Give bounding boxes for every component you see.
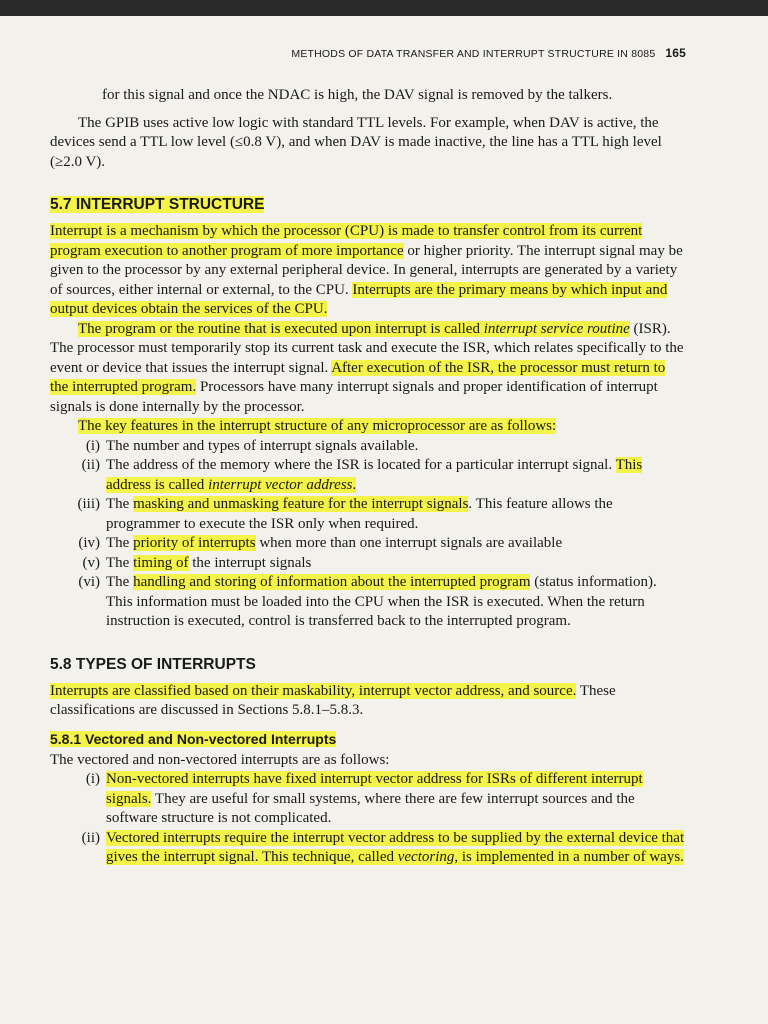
text-run: (ISR). The processor must temporarily stop its current task and execute the ISR, which relates specifically to the event or device that issues the interrupt signal.	[50, 320, 684, 376]
list-text	[106, 829, 686, 868]
paragraph	[50, 320, 686, 418]
list-number: (i)	[85, 771, 100, 787]
running-header	[0, 46, 686, 60]
list-number: (v)	[82, 554, 100, 571]
highlighted-text	[106, 830, 684, 866]
paragraph: for this signal and once the NDAC is high, the DAV signal is removed by the talkers.	[102, 87, 613, 103]
running-title: METHODS OF DATA TRANSFER AND INTERRUPT STRUCTURE IN 8085	[291, 48, 656, 60]
list-number: (ii)	[81, 829, 100, 846]
list-text	[106, 554, 686, 574]
text-run: .	[352, 476, 357, 493]
paragraph	[50, 682, 686, 721]
photo-edge	[0, 0, 768, 16]
list-text	[106, 495, 686, 534]
feature-list	[50, 437, 686, 632]
text-run: (status information). This information must be loaded into the CPU when the ISR is executed. When the return instruction is executed, control is transferred back to the interrupted program.	[106, 574, 657, 629]
list-item	[50, 770, 686, 829]
page-body	[50, 86, 686, 868]
list-text: The number and types of interrupt signals available.	[106, 437, 419, 454]
list-number: (vi)	[78, 574, 100, 590]
section-heading: 5.8 TYPES OF INTERRUPTS	[50, 655, 256, 673]
italic-term: vectoring	[397, 849, 455, 865]
paragraph: The vectored and non-vectored interrupts are as follows:	[50, 751, 390, 768]
list-number: (ii)	[81, 457, 100, 473]
list-item	[50, 437, 686, 457]
text-run: The	[106, 574, 134, 590]
italic-term: interrupt vector address	[208, 476, 353, 493]
highlighted-text: 5.8.1 Vectored and Non-vectored Interrupts	[50, 730, 337, 747]
list-item	[50, 573, 686, 632]
text-run: They are useful for small systems, where there are few interrupt sources and the software structure is not complicated.	[106, 790, 635, 826]
text-run: The	[106, 535, 134, 551]
text-run: The address of the memory where the ISR is located for a particular interrupt signal.	[106, 457, 616, 473]
list-text	[106, 573, 686, 632]
text-run: Processors have many interrupt signals and proper identification of interrupt signals is done internally by the processor.	[50, 379, 658, 415]
text-run: The program or the routine that is executed upon interrupt is called	[78, 320, 484, 337]
list-text	[106, 534, 686, 554]
list-text	[106, 770, 686, 829]
list-item	[50, 829, 686, 868]
highlighted-text: Interrupts are classified based on their maskability, interrupt vector address, and source.	[50, 682, 577, 699]
section-heading	[50, 194, 686, 216]
text-run: or higher priority. The interrupt signal may be given to the processor by any external peripheral device. In general, interrupts are generated by a variety of sources, either internal or external, to the CPU.	[50, 242, 683, 298]
highlighted-text: priority of interrupts	[133, 535, 256, 551]
list-number: (iii)	[77, 496, 100, 512]
list-item	[50, 495, 686, 534]
text-run: , is implemented in a number of ways.	[454, 849, 684, 865]
interrupt-types-list	[50, 770, 686, 868]
highlighted-text: masking and unmasking feature for the interrupt signals	[133, 496, 469, 512]
paragraph	[50, 222, 686, 320]
list-number: (iv)	[78, 535, 100, 551]
highlighted-text: Interrupt is a mechanism by which the processor (CPU) is made to transfer control from its current program execution to another program of more importance	[50, 223, 643, 259]
highlighted-text: handling and storing of information about the interrupted program	[133, 574, 531, 590]
highlighted-text: Non-vectored interrupts have fixed interrupt vector address for ISRs of different interrupt signals.	[106, 771, 643, 807]
highlighted-text: After execution of the ISR, the processor must return to the interrupted program.	[50, 359, 666, 395]
highlighted-text: 5.7 INTERRUPT STRUCTURE	[50, 196, 265, 213]
text-run: the interrupt signals	[188, 554, 312, 571]
highlighted-text: timing of	[133, 554, 189, 571]
italic-term: interrupt service routine	[483, 320, 630, 337]
paragraph	[50, 417, 686, 437]
highlighted-text: The key features in the interrupt structure of any microprocessor are as follows:	[78, 418, 557, 434]
text-run: This address is called	[106, 457, 643, 493]
text-run: The	[106, 496, 134, 512]
page-number: 165	[665, 46, 686, 60]
highlighted-text	[78, 321, 630, 337]
list-text	[106, 456, 686, 495]
text-run: These classifications are discussed in Sections 5.8.1–5.8.3.	[50, 682, 616, 718]
text-run: . This feature allows the programmer to execute the ISR only when required.	[106, 496, 613, 532]
list-item	[50, 456, 686, 495]
text-run: when more than one interrupt signals are available	[255, 535, 563, 551]
text-run: Vectored interrupts require the interrupt vector address to be supplied by the external device that gives the interrupt signal. This technique, called	[106, 829, 685, 865]
list-number: (i)	[85, 437, 100, 454]
list-item	[50, 534, 686, 554]
list-item	[50, 554, 686, 574]
text-run: The	[106, 554, 134, 571]
highlighted-text: Interrupts are the primary means by which input and output devices obtain the services of the CPU.	[50, 281, 668, 317]
subsection-heading	[50, 729, 686, 749]
paragraph: The GPIB uses active low logic with standard TTL levels. For example, when DAV is active, the devices send a TTL low level (≤0.8 V), and when DAV is made inactive, the line has a TTL high level (≥2.0 V).	[50, 114, 662, 170]
